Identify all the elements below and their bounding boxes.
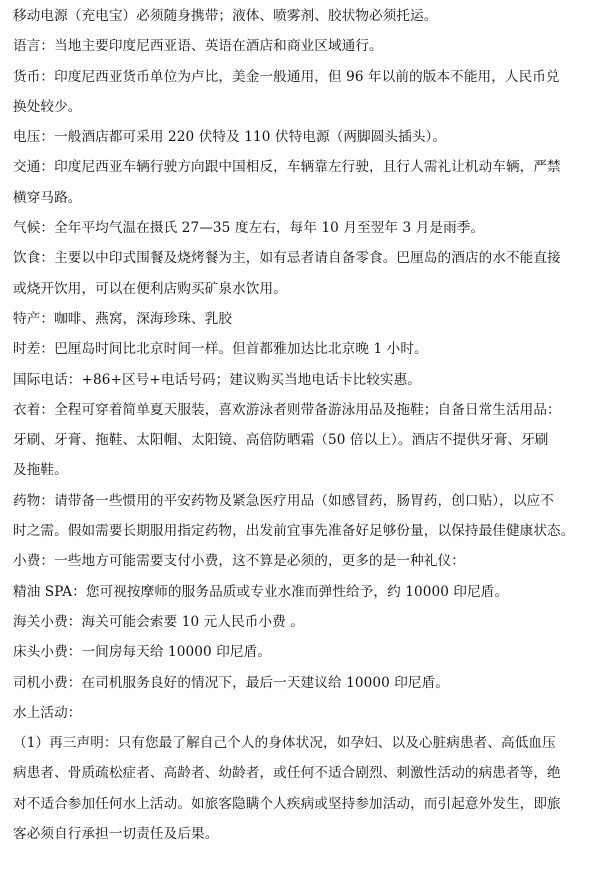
text-line: 饮食：主要以中印式围餐及烧烤餐为主，如有忌者请自备零食。巴厘岛的酒店的水不能直接 (13, 250, 561, 267)
text-line: 客必须自行承担一切责任及后果。 (13, 826, 219, 843)
text-line: 时之需。假如需要长期服用指定药物，出发前宜事先准备好足够份量，以保持最佳健康状态。 (13, 523, 575, 540)
text-line: 货币：印度尼西亚货币单位为卢比，美金一般通用，但 96 年以前的版本不能用，人民币兑 (13, 68, 560, 85)
text-line: 国际电话：+86+区号+电话号码；建议购买当地电话卡比较实惠。 (13, 371, 422, 388)
text-line: 精油 SPA：您可视按摩师的服务品质或专业水准而弹性给予，约 10000 印尼盾。 (13, 583, 509, 600)
text-line: 司机小费：在司机服务良好的情况下，最后一天建议给 10000 印尼盾。 (13, 674, 450, 691)
text-line: 交通：印度尼西亚车辆行驶方向跟中国相反，车辆靠左行驶，且行人需礼让机动车辆，严禁 (13, 159, 561, 176)
text-line: （1）再三声明：只有您最了解自己个人的身体状况，如孕妇、以及心脏病患者、高低血压 (13, 735, 556, 752)
text-line: 气候：全年平均气温在摄氏 27—35 度左右，每年 10 月至翌年 3 月是雨季。 (13, 220, 485, 237)
text-line: 特产：咖啡、燕窝，深海珍珠、乳胶 (13, 310, 233, 327)
text-line: 衣着：全程可穿着简单夏天服装，喜欢游泳者则带备游泳用品及拖鞋；自备日常生活用品： (13, 401, 561, 418)
text-line: 换处较少。 (13, 98, 82, 115)
text-line: 横穿马路。 (13, 189, 82, 206)
text-line: 海关小费：海关可能会索要 10 元人民币小费 。 (13, 613, 304, 630)
text-line: 移动电源（充电宝）必须随身携带；液体、喷雾剂、胶状物必须托运。 (13, 8, 438, 24)
text-line: 及拖鞋。 (13, 462, 68, 479)
text-line: 小费：一些地方可能需要支付小费，这不算是必须的，更多的是一种礼仪： (13, 553, 465, 570)
text-line: 电压：一般酒店都可采用 220 伏特及 110 伏特电源（两脚圆头插头）。 (13, 129, 447, 146)
text-line: 水上活动： (13, 704, 82, 721)
text-line: 对不适合参加任何水上活动。如旅客隐瞒个人疾病或坚持参加活动，而引起意外发生，即旅 (13, 795, 561, 812)
text-line: 病患者、骨质疏松症者、高龄者、幼龄者，或任何不适合剧烈、刺激性活动的病患者等，绝 (13, 765, 561, 782)
text-line: 或烧开饮用，可以在便利店购买矿泉水饮用。 (13, 280, 287, 297)
text-line: 床头小费：一间房每天给 10000 印尼盾。 (13, 644, 271, 661)
text-line: 语言：当地主要印度尼西亚语、英语在酒店和商业区域通行。 (13, 38, 383, 55)
text-line: 牙刷、牙膏、拖鞋、太阳帽、太阳镜、高倍防晒霜（50 倍以上）。酒店不提供牙膏、牙刷 (13, 432, 549, 449)
text-line: 时差：巴厘岛时间比北京时间一样。但首都雅加达比北京晚 1 小时。 (13, 341, 428, 358)
document-body (0, 1, 589, 849)
text-line: 药物：请带备一些惯用的平安药物及紧急医疗用品（如感冒药，肠胃药，创口贴），以应不 (13, 492, 554, 509)
